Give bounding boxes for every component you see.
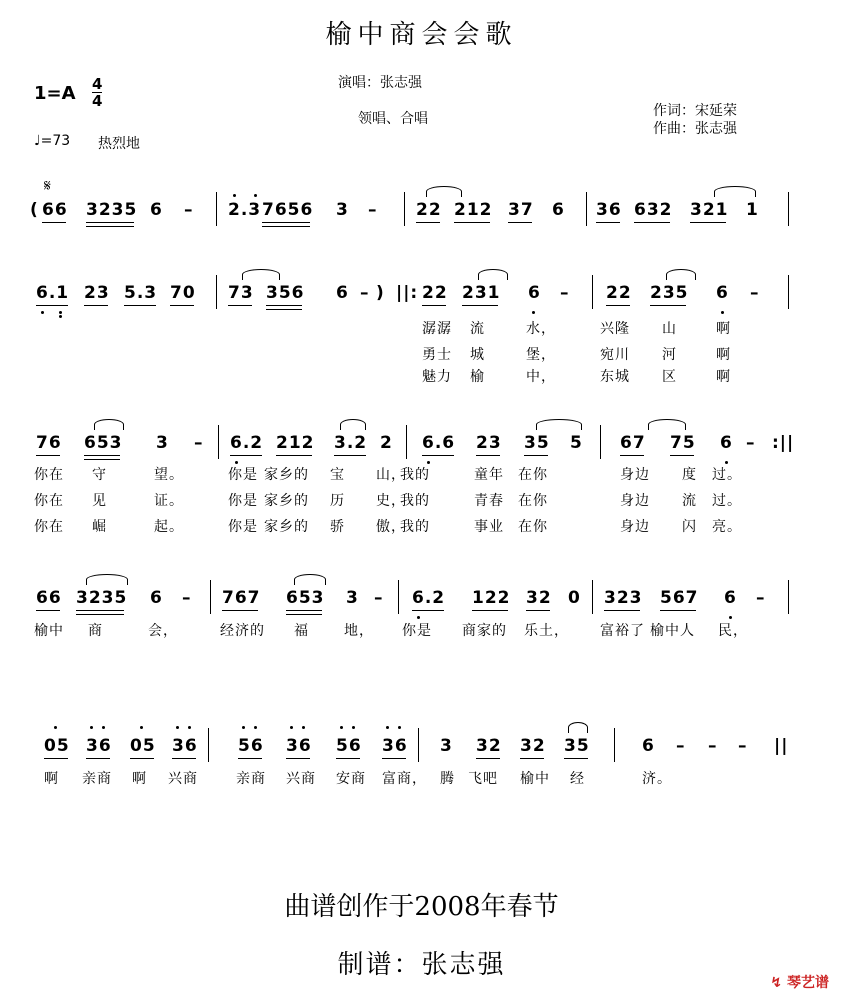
lyric: 腾 <box>440 771 455 787</box>
note: 3 <box>346 588 359 608</box>
lyric: 兴商 <box>168 771 198 787</box>
note: – <box>746 433 756 453</box>
note: – <box>738 736 748 756</box>
lyric: 流 <box>470 321 485 337</box>
lyric: 在你 <box>518 493 548 509</box>
tempo-mark: ♩=73 <box>34 133 71 149</box>
note: 32 <box>526 588 552 608</box>
note: – <box>560 283 570 303</box>
note: 35 <box>524 433 550 453</box>
note: 22 <box>416 200 442 220</box>
note: 653 <box>286 588 325 608</box>
lyric: 亲商 <box>236 771 266 787</box>
barline <box>600 425 601 459</box>
lyric: 闪 <box>682 519 697 535</box>
lyric: 潺潺 <box>422 321 452 337</box>
note: – <box>750 283 760 303</box>
barline <box>216 275 217 309</box>
lyric: 你在 <box>34 519 64 535</box>
lyric: 堡， <box>526 347 556 363</box>
note: 36 <box>382 736 408 756</box>
note: 6 <box>552 200 565 220</box>
note: 6.1 <box>36 283 70 303</box>
lyric: 宝 <box>330 467 345 483</box>
note: 3.2 <box>334 433 368 453</box>
note: 122 <box>472 588 511 608</box>
lyric: 啊 <box>44 771 59 787</box>
lyric: 富商， <box>382 771 427 787</box>
lyric: 山， <box>376 467 406 483</box>
note: 3 <box>336 200 349 220</box>
note: 70 <box>170 283 196 303</box>
note: 767 <box>222 588 261 608</box>
lyric: 身边 <box>620 467 650 483</box>
note: 212 <box>276 433 315 453</box>
lyric: 会， <box>148 623 178 639</box>
barline <box>418 728 419 762</box>
lyric: 亲商 <box>82 771 112 787</box>
lyric: 勇士 <box>422 347 452 363</box>
repeat-end: :|| <box>772 433 795 453</box>
note: 6 <box>642 736 655 756</box>
lyric: 骄 <box>330 519 345 535</box>
lyric: 过。 <box>712 467 742 483</box>
barline <box>210 580 211 614</box>
note: 56 <box>238 736 264 756</box>
singer-credit: 演唱：张志强 <box>338 75 422 91</box>
lyric: 你是 <box>228 519 258 535</box>
note: 23 <box>476 433 502 453</box>
lyric: 亮。 <box>712 519 742 535</box>
lyric: 飞吧 <box>468 771 498 787</box>
lyric: 河 <box>662 347 677 363</box>
lyric: 乐土， <box>524 623 569 639</box>
barline <box>404 192 405 226</box>
lyric: 见 <box>92 493 107 509</box>
note: 05 <box>130 736 156 756</box>
lyric: 福 <box>294 623 309 639</box>
lyric: 民， <box>718 623 748 639</box>
note: ( <box>30 200 39 220</box>
transcriber-credit: 制谱：张志强 <box>337 950 506 980</box>
note: 6 <box>150 588 163 608</box>
lyric: 史， <box>376 493 406 509</box>
lyric: 家乡的 <box>264 519 309 535</box>
lyric: 兴隆 <box>600 321 630 337</box>
note: 6.2 <box>412 588 446 608</box>
note: 32 <box>476 736 502 756</box>
time-signature <box>92 76 102 109</box>
composition-note: 曲谱创作于2008年春节 <box>284 892 559 922</box>
note: 22 <box>606 283 632 303</box>
segno-sign: 𝄋 <box>44 176 51 195</box>
lyric: 山 <box>662 321 677 337</box>
lyric: 啊 <box>716 347 731 363</box>
lyric: 济。 <box>642 771 672 787</box>
note: 0 <box>568 588 581 608</box>
note: 2.3 <box>228 200 262 220</box>
lyric: 榆中 <box>34 623 64 639</box>
barline <box>216 192 217 226</box>
composer-credit: 作曲：张志强 <box>653 121 737 137</box>
lyric: 中， <box>526 369 556 385</box>
lyric: 榆中人 <box>650 623 695 639</box>
lyric: 在你 <box>518 467 548 483</box>
note: 3235 <box>86 200 138 220</box>
note: – <box>676 736 686 756</box>
lyric: 家乡的 <box>264 493 309 509</box>
note: 323 <box>604 588 643 608</box>
lyric: 守 <box>92 467 107 483</box>
lyric: 啊 <box>716 369 731 385</box>
notation-row-2 <box>30 283 800 323</box>
meter-top: 4 <box>92 75 103 93</box>
note: 5 <box>570 433 583 453</box>
barline <box>788 580 789 614</box>
page-title: 榆中商会会歌 <box>325 20 518 50</box>
key-signature: 1=A <box>34 83 76 104</box>
lyric: 你在 <box>34 493 64 509</box>
lyric: 兴商 <box>286 771 316 787</box>
note: 66 <box>42 200 68 220</box>
lyric: 水， <box>526 321 556 337</box>
lyric: 历 <box>330 493 345 509</box>
note: 73 <box>228 283 254 303</box>
barline <box>218 425 219 459</box>
barline <box>592 580 593 614</box>
lyric: 我的 <box>400 467 430 483</box>
barline <box>586 192 587 226</box>
note: 6 <box>336 283 349 303</box>
note: 321 <box>690 200 729 220</box>
performance-mode: 领唱、合唱 <box>358 111 428 127</box>
lyric: 魅力 <box>422 369 452 385</box>
note: 3 <box>440 736 453 756</box>
lyric: 身边 <box>620 519 650 535</box>
note: 567 <box>660 588 699 608</box>
note: 2 <box>380 433 393 453</box>
note: 3235 <box>76 588 128 608</box>
note: 231 <box>462 283 501 303</box>
lyric: 地， <box>344 623 374 639</box>
note: 05 <box>44 736 70 756</box>
note: 56 <box>336 736 362 756</box>
barline <box>788 275 789 309</box>
note: 36 <box>172 736 198 756</box>
lyric: 望。 <box>154 467 184 483</box>
note: 5.3 <box>124 283 158 303</box>
note: – <box>368 200 378 220</box>
note: 212 <box>454 200 493 220</box>
lyric: 身边 <box>620 493 650 509</box>
lyric: 榆中 <box>520 771 550 787</box>
barline <box>406 425 407 459</box>
lyric: 你是 <box>228 493 258 509</box>
lyric: 事业 <box>474 519 504 535</box>
note: ) <box>376 283 385 303</box>
lyric: 安商 <box>336 771 366 787</box>
notation-row-1 <box>30 200 800 240</box>
lyric: 在你 <box>518 519 548 535</box>
watermark-text: 琴艺谱 <box>787 975 829 991</box>
note: 37 <box>508 200 534 220</box>
note: 6 <box>716 283 729 303</box>
logo-icon: ↯ <box>770 975 783 991</box>
lyric: 你是 <box>402 623 432 639</box>
meter-bottom: 4 <box>92 92 103 110</box>
lyric: 富裕了 <box>600 623 645 639</box>
final-barline: || <box>774 736 789 756</box>
repeat-start: ||: <box>396 283 419 303</box>
lyric: 啊 <box>132 771 147 787</box>
lyric: 经 <box>570 771 585 787</box>
lyric: 区 <box>662 369 677 385</box>
lyric: 经济的 <box>220 623 265 639</box>
note: – <box>708 736 718 756</box>
note: 653 <box>84 433 123 453</box>
lyricist-credit: 作词：宋延荣 <box>653 103 737 119</box>
lyric: 崛 <box>92 519 107 535</box>
barline <box>398 580 399 614</box>
lyric: 青春 <box>474 493 504 509</box>
lyric: 过。 <box>712 493 742 509</box>
note: 6.2 <box>230 433 264 453</box>
barline <box>788 192 789 226</box>
note: 6 <box>150 200 163 220</box>
note: – <box>194 433 204 453</box>
lyric: 你在 <box>34 467 64 483</box>
note: – <box>756 588 766 608</box>
expression-mark: 热烈地 <box>98 136 140 152</box>
note: 76 <box>36 433 62 453</box>
note: 36 <box>86 736 112 756</box>
note: 36 <box>286 736 312 756</box>
note: 22 <box>422 283 448 303</box>
note: 32 <box>520 736 546 756</box>
note: – <box>374 588 384 608</box>
note: 3 <box>156 433 169 453</box>
barline <box>614 728 615 762</box>
note: – <box>184 200 194 220</box>
lyric: 东城 <box>600 369 630 385</box>
lyric: 榆 <box>470 369 485 385</box>
barline <box>208 728 209 762</box>
lyric: 流 <box>682 493 697 509</box>
barline <box>592 275 593 309</box>
lyric: 啊 <box>716 321 731 337</box>
lyric: 我的 <box>400 519 430 535</box>
note: – <box>182 588 192 608</box>
note: – <box>360 283 370 303</box>
lyric: 商家的 <box>462 623 507 639</box>
lyric: 起。 <box>154 519 184 535</box>
note: 6 <box>724 588 737 608</box>
note: 36 <box>596 200 622 220</box>
note: 6 <box>720 433 733 453</box>
lyric: 家乡的 <box>264 467 309 483</box>
lyric: 宛川 <box>600 347 630 363</box>
lyric: 商 <box>88 623 103 639</box>
lyric: 度 <box>682 467 697 483</box>
lyric: 傲， <box>376 519 406 535</box>
lyric: 我的 <box>400 493 430 509</box>
lyric: 证。 <box>154 493 184 509</box>
note: 1 <box>746 200 759 220</box>
lyric: 你是 <box>228 467 258 483</box>
lyric: 童年 <box>474 467 504 483</box>
note: 66 <box>36 588 62 608</box>
note: 632 <box>634 200 673 220</box>
note: 356 <box>266 283 305 303</box>
note: 6 <box>528 283 541 303</box>
note: 75 <box>670 433 696 453</box>
lyric: 城 <box>470 347 485 363</box>
note: 67 <box>620 433 646 453</box>
note: 7656 <box>262 200 314 220</box>
watermark-logo <box>770 972 829 992</box>
note: 235 <box>650 283 689 303</box>
note: 35 <box>564 736 590 756</box>
note: 23 <box>84 283 110 303</box>
note: 6.6 <box>422 433 456 453</box>
